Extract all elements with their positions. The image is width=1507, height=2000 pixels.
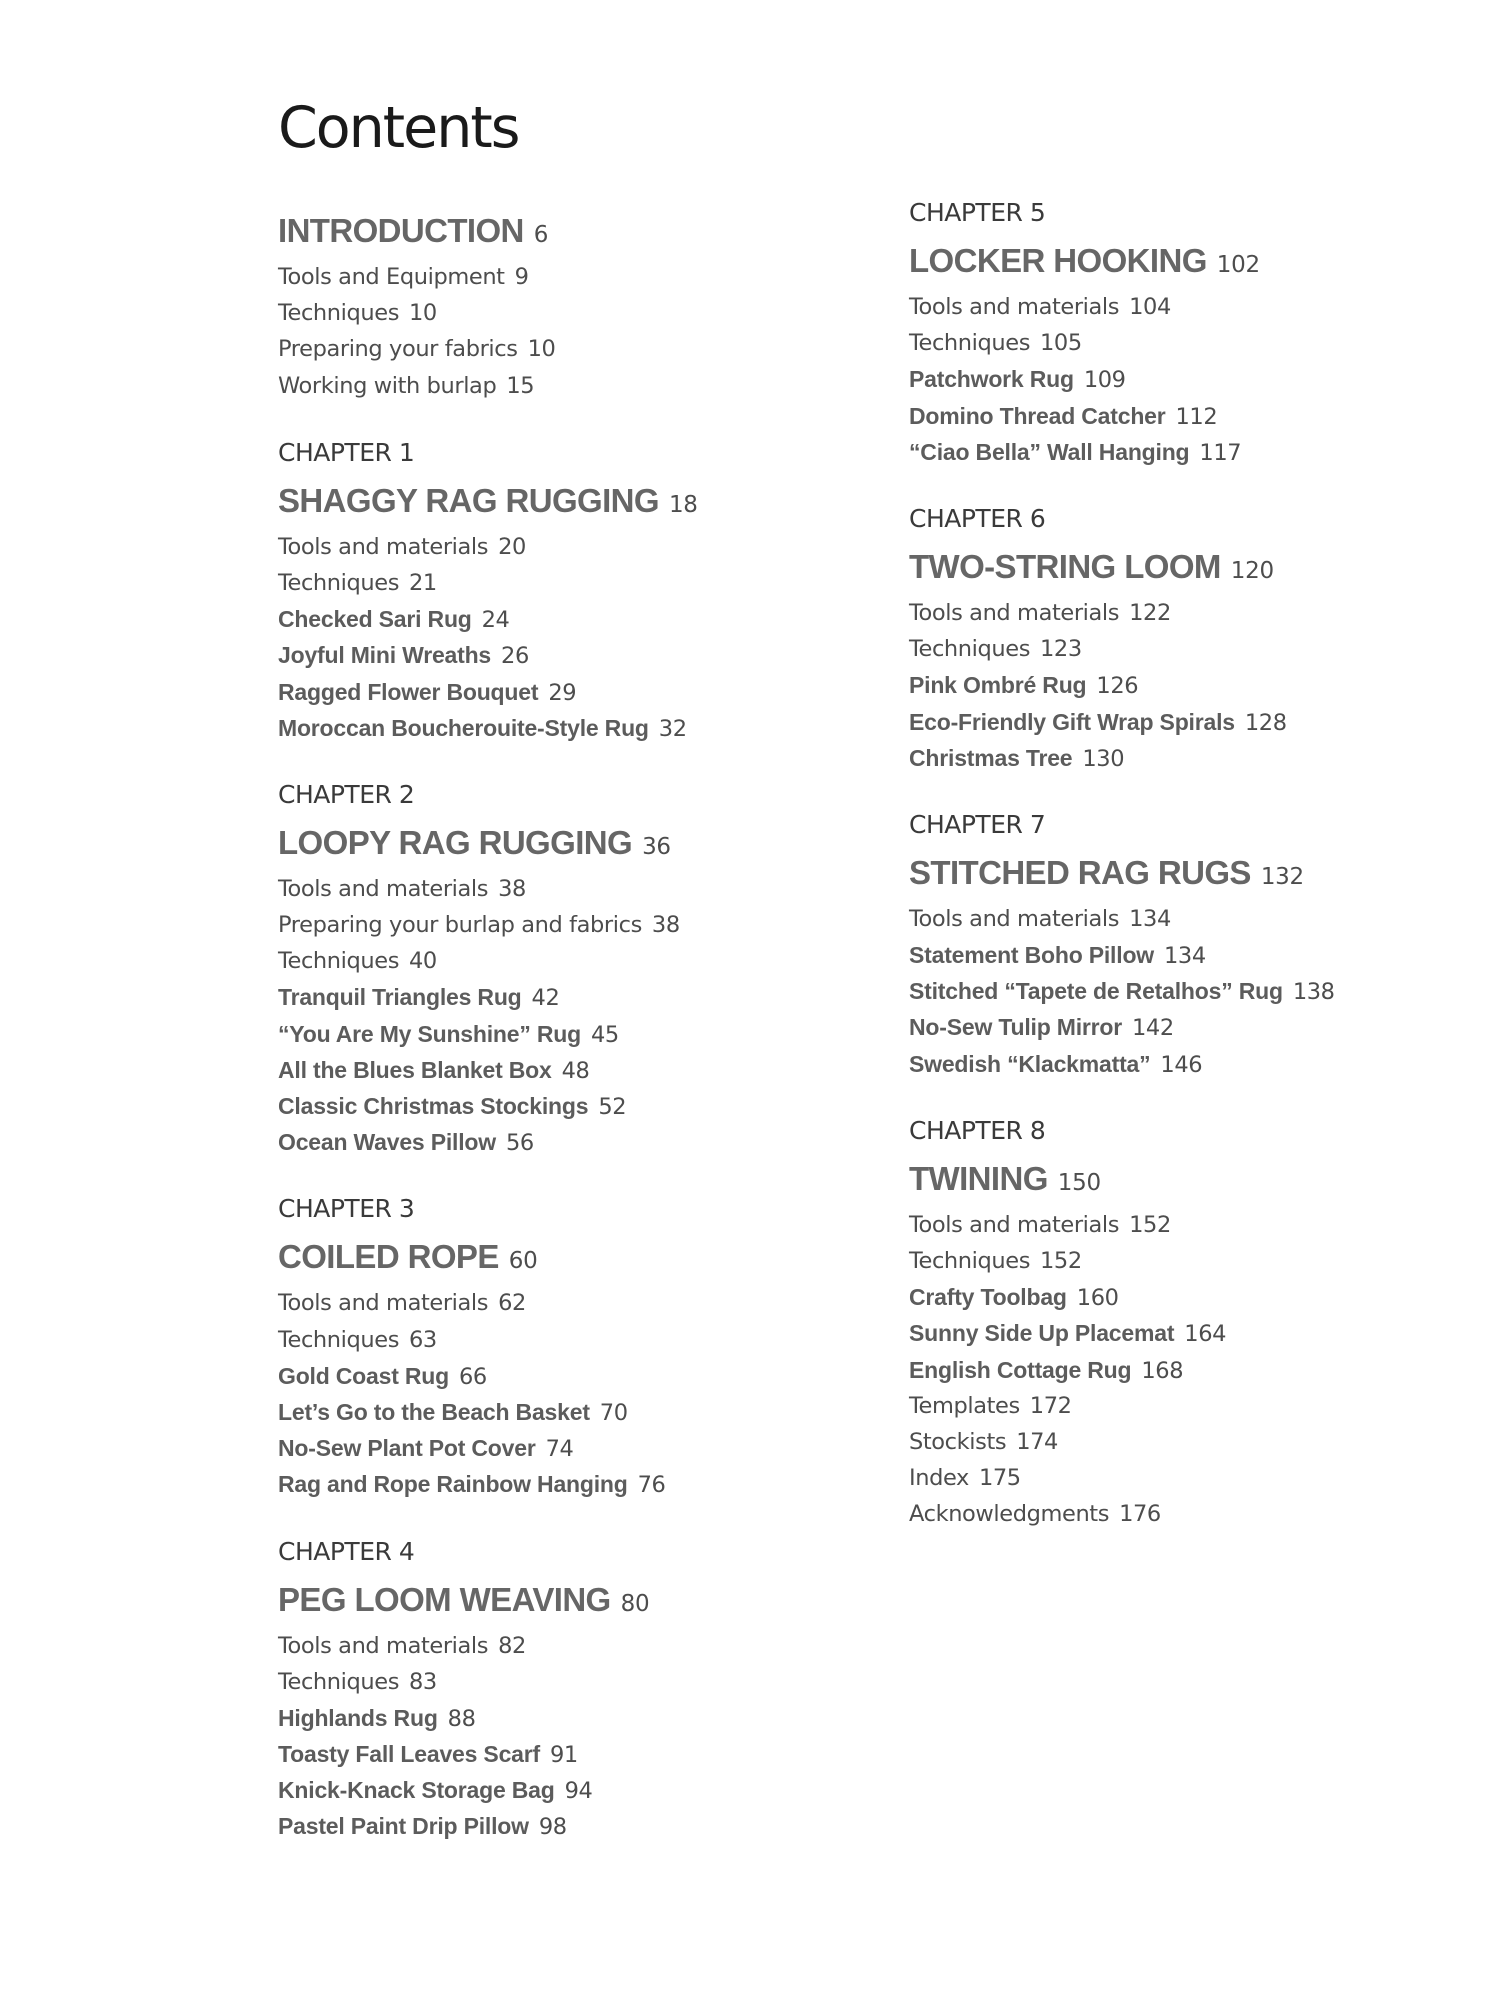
toc-section-introduction bbox=[278, 214, 878, 404]
toc-entry-page-number: 130 bbox=[1082, 745, 1125, 772]
toc-entry-page-number: 142 bbox=[1132, 1015, 1174, 1042]
toc-project-entry[interactable] bbox=[278, 710, 878, 746]
toc-project-entry[interactable] bbox=[278, 1394, 878, 1430]
toc-entry-title: Tools and materials bbox=[909, 294, 1120, 320]
toc-project-entry[interactable] bbox=[278, 674, 878, 710]
toc-entry-page-number: 152 bbox=[1040, 1248, 1082, 1274]
toc-entry-title: Rag and Rope Rainbow Hanging bbox=[278, 1471, 628, 1498]
toc-entry-page-number: 40 bbox=[409, 948, 437, 975]
toc-project-entry[interactable] bbox=[909, 740, 1469, 776]
toc-entry-title: “Ciao Bella” Wall Hanging bbox=[909, 438, 1190, 465]
toc-entry-page-number: 10 bbox=[527, 336, 556, 363]
toc-entry-title: Tools and Equipment bbox=[278, 264, 505, 290]
toc-section-shaggy-rag-rugging bbox=[278, 437, 878, 746]
toc-entry-page-number: 126 bbox=[1096, 673, 1139, 700]
section-heading-page-number: 60 bbox=[508, 1248, 538, 1275]
back-matter-title: Acknowledgments bbox=[909, 1501, 1110, 1528]
toc-entry-page-number: 88 bbox=[447, 1705, 476, 1732]
toc-entry[interactable] bbox=[278, 1664, 878, 1700]
toc-entry-title: Joyful Mini Wreaths bbox=[278, 642, 492, 669]
toc-entry-page-number: 134 bbox=[1163, 943, 1206, 970]
section-heading-page-number: 18 bbox=[668, 491, 698, 518]
back-matter-list bbox=[909, 1388, 1469, 1533]
toc-entry-page-number: 164 bbox=[1184, 1321, 1227, 1348]
toc-entry[interactable] bbox=[278, 1628, 878, 1664]
toc-entry-page-number: 26 bbox=[501, 643, 529, 670]
section-heading[interactable] bbox=[278, 1238, 878, 1276]
section-heading-title: LOCKER HOOKING bbox=[909, 242, 1207, 279]
toc-entry-title: Gold Coast Rug bbox=[278, 1362, 449, 1389]
toc-entry-list bbox=[909, 289, 1469, 470]
toc-section-peg-loom-weaving bbox=[278, 1536, 878, 1845]
back-matter-entry[interactable] bbox=[909, 1388, 1469, 1424]
toc-entry-page-number: 10 bbox=[409, 300, 437, 327]
toc-right-column bbox=[909, 200, 1469, 1533]
toc-entry-page-number: 32 bbox=[658, 715, 687, 742]
toc-entry[interactable] bbox=[278, 529, 878, 565]
toc-entry-page-number: 9 bbox=[514, 264, 529, 290]
toc-entry[interactable] bbox=[278, 295, 878, 331]
toc-project-entry[interactable] bbox=[278, 1016, 878, 1052]
toc-entry-title: Tranquil Triangles Rug bbox=[278, 984, 522, 1011]
toc-entry[interactable] bbox=[909, 631, 1469, 667]
toc-entry-title: English Cottage Rug bbox=[909, 1356, 1132, 1383]
toc-entry-page-number: 21 bbox=[409, 569, 437, 596]
toc-entry-page-number: 82 bbox=[498, 1632, 526, 1659]
toc-entry-title: Tools and materials bbox=[278, 1290, 489, 1317]
toc-entry-page-number: 56 bbox=[505, 1130, 534, 1157]
toc-entry-page-number: 38 bbox=[498, 875, 526, 902]
toc-project-entry[interactable] bbox=[278, 637, 878, 673]
toc-entry-title: Working with burlap bbox=[278, 372, 497, 399]
toc-entry-title: Classic Christmas Stockings bbox=[278, 1093, 589, 1119]
toc-entry-title: Checked Sari Rug bbox=[278, 606, 472, 633]
section-heading[interactable] bbox=[909, 244, 1469, 277]
toc-entry[interactable] bbox=[278, 259, 878, 295]
toc-project-entry[interactable] bbox=[909, 434, 1469, 470]
toc-entry-page-number: 128 bbox=[1244, 709, 1287, 736]
chapter-label: CHAPTER 8 bbox=[909, 1115, 1046, 1145]
toc-entry-title: Techniques bbox=[909, 1248, 1031, 1274]
toc-entry-title: Tools and materials bbox=[278, 533, 489, 560]
toc-entry-page-number: 123 bbox=[1040, 636, 1082, 663]
toc-project-entry[interactable] bbox=[278, 979, 878, 1015]
chapter-label: CHAPTER 5 bbox=[909, 198, 1046, 227]
section-heading[interactable] bbox=[909, 853, 1469, 891]
toc-entry-page-number: 52 bbox=[598, 1094, 627, 1120]
toc-entry-page-number: 117 bbox=[1199, 439, 1242, 466]
toc-project-entry[interactable] bbox=[278, 1808, 878, 1844]
section-heading-page-number: 120 bbox=[1230, 557, 1274, 584]
toc-entry-page-number: 63 bbox=[409, 1326, 437, 1353]
toc-entry-title: Let’s Go to the Beach Basket bbox=[278, 1398, 590, 1425]
section-heading[interactable] bbox=[909, 547, 1469, 585]
section-heading-title: PEG LOOM WEAVING bbox=[278, 1580, 611, 1618]
toc-section-loopy-rag-rugging bbox=[278, 779, 878, 1161]
section-heading[interactable] bbox=[909, 1159, 1469, 1197]
toc-entry-title: Pink Ombré Rug bbox=[909, 672, 1087, 699]
toc-entry-title: Pastel Paint Drip Pillow bbox=[278, 1813, 529, 1840]
back-matter-entry[interactable] bbox=[909, 1496, 1469, 1532]
toc-entry-title: Preparing your fabrics bbox=[278, 336, 518, 363]
back-matter-page-number: 174 bbox=[1016, 1428, 1058, 1455]
section-heading-title: TWINING bbox=[909, 1159, 1048, 1197]
toc-entry[interactable] bbox=[909, 325, 1469, 361]
toc-entry-title: Techniques bbox=[278, 300, 400, 327]
toc-project-entry[interactable] bbox=[909, 704, 1469, 740]
toc-project-entry[interactable] bbox=[909, 973, 1469, 1009]
toc-entry-title: Techniques bbox=[909, 330, 1031, 357]
back-matter-title: Stockists bbox=[909, 1428, 1007, 1455]
toc-project-entry[interactable] bbox=[909, 937, 1469, 973]
toc-left-column bbox=[278, 214, 878, 1845]
chapter-label: CHAPTER 7 bbox=[909, 809, 1046, 839]
section-heading-page-number: 102 bbox=[1216, 252, 1260, 278]
toc-entry-title: Sunny Side Up Placemat bbox=[909, 1320, 1175, 1347]
toc-entry[interactable] bbox=[278, 871, 878, 907]
toc-entry[interactable] bbox=[278, 331, 878, 367]
section-heading-page-number: 132 bbox=[1260, 863, 1304, 890]
toc-entry-page-number: 74 bbox=[545, 1436, 574, 1463]
section-heading-title: TWO-STRING LOOM bbox=[909, 547, 1221, 585]
toc-project-entry[interactable] bbox=[909, 1046, 1469, 1082]
toc-project-entry[interactable] bbox=[909, 1009, 1469, 1045]
toc-entry-title: Knick-Knack Storage Bag bbox=[278, 1777, 555, 1804]
toc-project-entry[interactable] bbox=[278, 1430, 878, 1466]
toc-entry-page-number: 29 bbox=[548, 679, 577, 706]
toc-entry-title: Techniques bbox=[278, 948, 400, 975]
toc-entry[interactable] bbox=[909, 901, 1469, 937]
section-heading-page-number: 150 bbox=[1057, 1169, 1101, 1196]
toc-entry[interactable] bbox=[909, 595, 1469, 631]
toc-entry-page-number: 168 bbox=[1141, 1357, 1184, 1384]
toc-entry-page-number: 20 bbox=[498, 533, 526, 560]
toc-entry-page-number: 15 bbox=[506, 372, 535, 399]
toc-entry-title: Techniques bbox=[278, 1668, 400, 1695]
toc-entry-title: Moroccan Boucherouite-Style Rug bbox=[278, 714, 649, 741]
toc-project-entry[interactable] bbox=[278, 1772, 878, 1808]
section-heading-title: INTRODUCTION bbox=[278, 212, 524, 249]
toc-entry-title: Crafty Toolbag bbox=[909, 1284, 1067, 1311]
toc-entry[interactable] bbox=[278, 1322, 878, 1358]
toc-entry-page-number: 160 bbox=[1076, 1285, 1119, 1312]
toc-entry[interactable] bbox=[909, 289, 1469, 325]
toc-entry-title: Christmas Tree bbox=[909, 744, 1073, 771]
toc-entry-list bbox=[909, 595, 1469, 776]
toc-entry-page-number: 91 bbox=[549, 1742, 578, 1769]
toc-entry-title: Swedish “Klackmatta” bbox=[909, 1050, 1151, 1077]
section-heading-page-number: 36 bbox=[642, 833, 671, 860]
toc-project-entry[interactable] bbox=[909, 1279, 1469, 1315]
toc-entry-title: Tools and materials bbox=[909, 905, 1120, 932]
toc-project-entry[interactable] bbox=[278, 1124, 878, 1160]
back-matter-title: Index bbox=[909, 1465, 969, 1492]
toc-entry-list bbox=[278, 259, 878, 404]
back-matter-page-number: 176 bbox=[1119, 1501, 1161, 1528]
chapter-label: CHAPTER 1 bbox=[278, 437, 415, 467]
toc-entry[interactable] bbox=[278, 1285, 878, 1321]
toc-entry-list bbox=[278, 871, 878, 1161]
toc-entry-page-number: 45 bbox=[590, 1021, 619, 1048]
toc-project-entry[interactable] bbox=[909, 1352, 1469, 1388]
toc-entry-title: Techniques bbox=[278, 569, 400, 596]
toc-entry-page-number: 104 bbox=[1129, 294, 1171, 320]
chapter-label: CHAPTER 6 bbox=[909, 503, 1046, 533]
toc-entry-page-number: 24 bbox=[481, 607, 510, 634]
back-matter-page-number: 175 bbox=[978, 1465, 1021, 1492]
toc-entry-page-number: 83 bbox=[409, 1668, 437, 1695]
toc-entry-list bbox=[278, 1285, 878, 1502]
toc-entry-page-number: 66 bbox=[458, 1363, 487, 1390]
toc-entry-page-number: 138 bbox=[1292, 979, 1335, 1006]
toc-section-two-string-loom bbox=[909, 503, 1469, 776]
toc-entry-title: All the Blues Blanket Box bbox=[278, 1056, 552, 1083]
toc-entry[interactable] bbox=[278, 943, 878, 979]
toc-entry[interactable] bbox=[909, 1207, 1469, 1243]
section-heading-page-number: 80 bbox=[620, 1590, 650, 1617]
toc-entry-list bbox=[278, 1628, 878, 1845]
toc-entry-list bbox=[278, 529, 878, 746]
page-title: Contents bbox=[278, 95, 519, 161]
toc-entry-title: Tools and materials bbox=[278, 875, 489, 902]
section-heading-title: COILED ROPE bbox=[278, 1238, 499, 1276]
toc-entry-list bbox=[909, 1207, 1469, 1388]
toc-entry[interactable] bbox=[909, 1243, 1469, 1279]
toc-entry-title: Ocean Waves Pillow bbox=[278, 1129, 496, 1156]
toc-entry-page-number: 62 bbox=[498, 1290, 526, 1317]
toc-entry-title: “You Are My Sunshine” Rug bbox=[278, 1020, 581, 1047]
toc-entry-title: Tools and materials bbox=[909, 599, 1120, 626]
toc-entry-title: Statement Boho Pillow bbox=[909, 942, 1154, 969]
toc-section-locker-hooking bbox=[909, 200, 1469, 470]
toc-entry-title: Domino Thread Catcher bbox=[909, 402, 1166, 429]
toc-entry-page-number: 122 bbox=[1129, 599, 1171, 626]
toc-entry-title: Ragged Flower Bouquet bbox=[278, 678, 539, 705]
toc-entry-page-number: 70 bbox=[599, 1399, 628, 1426]
toc-entry-title: Stitched “Tapete de Retalhos” Rug bbox=[909, 978, 1283, 1005]
toc-project-entry[interactable] bbox=[278, 601, 878, 637]
toc-entry-list bbox=[909, 901, 1469, 1082]
toc-entry-title: Highlands Rug bbox=[278, 1704, 438, 1731]
toc-project-entry[interactable] bbox=[278, 1358, 878, 1394]
toc-entry[interactable] bbox=[278, 907, 878, 943]
toc-section-stitched-rag-rugs bbox=[909, 809, 1469, 1082]
section-heading-title: LOOPY RAG RUGGING bbox=[278, 823, 633, 861]
section-heading-title: STITCHED RAG RUGS bbox=[909, 853, 1251, 891]
toc-entry-title: Eco-Friendly Gift Wrap Spirals bbox=[909, 708, 1235, 735]
toc-section-twining bbox=[909, 1115, 1469, 1388]
toc-entry-page-number: 76 bbox=[637, 1472, 666, 1499]
toc-entry-title: Tools and materials bbox=[278, 1632, 489, 1659]
toc-entry-title: Techniques bbox=[278, 1326, 400, 1353]
chapter-label: CHAPTER 2 bbox=[278, 779, 415, 809]
toc-entry-page-number: 42 bbox=[531, 985, 560, 1012]
toc-entry-title: Preparing your burlap and fabrics bbox=[278, 912, 642, 939]
back-matter-entry[interactable] bbox=[909, 1460, 1469, 1496]
toc-entry-page-number: 146 bbox=[1160, 1051, 1203, 1078]
toc-entry[interactable] bbox=[278, 565, 878, 601]
section-heading-page-number: 6 bbox=[533, 222, 549, 248]
toc-section-coiled-rope bbox=[278, 1196, 878, 1502]
toc-project-entry[interactable] bbox=[278, 1700, 878, 1736]
toc-project-entry[interactable] bbox=[278, 1088, 878, 1124]
toc-entry-page-number: 48 bbox=[561, 1057, 590, 1084]
section-heading[interactable] bbox=[278, 1580, 878, 1618]
toc-entry-page-number: 98 bbox=[538, 1814, 567, 1841]
toc-project-entry[interactable] bbox=[278, 1736, 878, 1772]
toc-project-entry[interactable] bbox=[909, 398, 1469, 434]
chapter-label: CHAPTER 4 bbox=[278, 1536, 415, 1566]
toc-project-entry[interactable] bbox=[278, 1466, 878, 1502]
toc-entry-title: Techniques bbox=[909, 636, 1031, 663]
toc-project-entry[interactable] bbox=[909, 667, 1469, 703]
back-matter-entry[interactable] bbox=[909, 1424, 1469, 1460]
toc-entry[interactable] bbox=[278, 368, 878, 404]
toc-project-entry[interactable] bbox=[909, 1315, 1469, 1351]
toc-entry-page-number: 134 bbox=[1129, 905, 1171, 932]
toc-entry-page-number: 152 bbox=[1129, 1211, 1171, 1238]
toc-entry-title: Tools and materials bbox=[909, 1211, 1120, 1238]
toc-project-entry[interactable] bbox=[278, 1052, 878, 1088]
toc-entry-page-number: 105 bbox=[1040, 330, 1082, 357]
toc-entry-title: No-Sew Plant Pot Cover bbox=[278, 1435, 536, 1462]
chapter-label: CHAPTER 3 bbox=[278, 1194, 415, 1224]
section-heading[interactable] bbox=[278, 214, 878, 247]
toc-entry-title: Patchwork Rug bbox=[909, 366, 1074, 393]
toc-entry-title: Toasty Fall Leaves Scarf bbox=[278, 1741, 540, 1768]
toc-entry-page-number: 38 bbox=[651, 912, 680, 939]
section-heading-title: SHAGGY RAG RUGGING bbox=[278, 481, 659, 519]
toc-entry-title: No-Sew Tulip Mirror bbox=[909, 1014, 1122, 1041]
back-matter-title: Templates bbox=[909, 1392, 1020, 1419]
toc-entry-page-number: 94 bbox=[564, 1778, 593, 1805]
section-heading[interactable] bbox=[278, 481, 878, 519]
toc-project-entry[interactable] bbox=[909, 361, 1469, 397]
toc-entry-page-number: 109 bbox=[1083, 367, 1126, 394]
toc-entry-page-number: 112 bbox=[1175, 403, 1218, 430]
section-heading[interactable] bbox=[278, 823, 878, 861]
back-matter-page-number: 172 bbox=[1029, 1392, 1072, 1419]
